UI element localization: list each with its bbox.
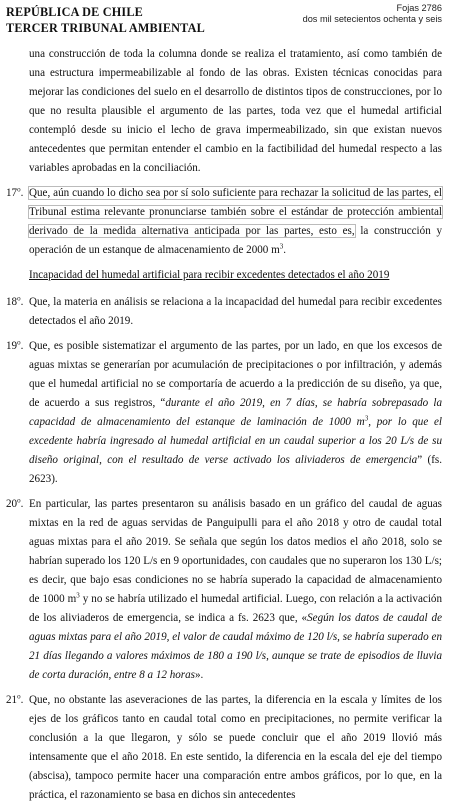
paragraph-number: 21$^o$. [6, 692, 24, 706]
continued-paragraph-text: una construcción de toda la columna donde se realiza el tratamiento, así como también de una estructura impermeabilizable al fondo de las obras. Existen técnicas conocidas para mejorar las condiciones del suelo en el desarrollo de distintos tipos de construcciones, por lo que no resulta plausible el argumento de las partes, toda vez que el humedal artificial contempló desde su inicio el lecho de grava impermeabilizado, sin que existan nuevos antecedentes que permitan entender el cambio en la factibilidad del humedal respecto a las variables aprobadas en la conciliación. [29, 48, 442, 174]
paragraph-text: Que, es posible sistematizar el argumento de las partes, por un lado, en que los excesos de aguas mixtas se generarían por acumulación de precipitaciones o por infiltración, y además que el humedal artificial no se comportaría de acuerdo a la predicción de su diseño, ya que, de acuerdo a sus registros, “ [29, 340, 442, 409]
superscript: 3 [279, 242, 284, 251]
paragraph-text: y no se habría utilizado el humedal artificial. Luego, con relación a la activación de los aliviaderos de emergencia, se indica a fs. 2623 que, « [29, 593, 442, 624]
superscript: 3 [364, 414, 369, 423]
paragraph-number: 17$^o$. [6, 185, 24, 199]
paragraph-text: Que, no obstante las aseveraciones de las partes, la diferencia en la escala y límites de los ejes de los gráficos tanto en caudal total como en precipitaciones, no permite verificar la conclusión a la que llegaron, y sólo se puede concluir que el año 2019 llovió más intensamente que el año 2018. En este sentido, la diferencia en la escala del eje del tiempo (abscisa), tampoco permite hacer una comparación entre ambos gráficos, por lo que, en la práctica, el razonamiento se basa en dichos sin antecedentes [29, 694, 442, 801]
header-court: TERCER TRIBUNAL AMBIENTAL [6, 21, 205, 35]
highlighted-text: Que, aún cuando lo dicho sea por sí solo suficiente para rechazar la solicitud de las partes, el Tribunal estima relevante pronunciarse también sobre el estándar de protección ambiental derivado de la medida alternativa anticipada por las partes, esto es, [29, 187, 442, 237]
document-body [0, 45, 450, 811]
section-heading: Incapacidad del humedal artificial para recibir excedentes detectados el año 2019 [29, 269, 390, 281]
paragraph-17: 17$^o$. Que, aún cuando lo dicho sea por sí solo suficiente para rechazar la solicitud de las partes, el Tribunal estima relevante pronunciarse también sobre el estándar de protección ambiental derivado de la medida alternativa anticipada por las partes, esto es, la construcción y operación de un estanque de almacenamiento de 2000 $m^3$. [6, 185, 442, 256]
superscript: 3 [76, 591, 80, 600]
paragraph-text: En particular, las partes presentaron su análisis basado en un gráfico del caudal de aguas mixtas en la red de aguas servidas de Panguipulli para el año 2018 y otro de caudal total aguas mixtas para el año 2019. Se señala que según los datos medios el año 2018, solo se habrían superado los 120 L/s en 9 oportunidades, con caudales que no superaron los 130 L/s; es decir, que bajo esas condiciones no se habría superado la capacidad de almacenamiento de 1000 m [29, 498, 442, 605]
quoted-text: Según los datos de caudal de aguas mixtas para el año 2019, el valor de caudal máximo de 120 l/s, se habría superado en 21 días llegando a valores máximos de 180 a 190 l/s, aunque se trate de episodios de lluvia de corta duración, entre 8 a 12 horas [29, 612, 442, 681]
folio-stamp [303, 3, 442, 25]
paragraph-18 [0, 293, 450, 331]
folio-number: Fojas 2786 [396, 3, 442, 13]
paragraph-20: 20$^o$. En particular, las partes presentaron su análisis basado en un gráfico del caudal de aguas mixtas en la red de aguas servidas de Panguipulli para el año 2018 y otro de caudal total aguas mixtas para el año 2019. Se señala que según los datos medios el año 2018, solo se habrían superado los 120 L/s en 9 oportunidades, con caudales que no superaron los 130 L/s; es decir, que bajo esas condiciones no se habría superado la capacidad de almacenamiento de 1000 $m^3$ y no se habría utilizado el humedal artificial. Luego, con relación a la activación de los aliviaderos de emergencia, se indica a fs. 2623 que, «Según los datos de caudal de aguas mixtas para el año 2019, el valor de caudal máximo de 120 l/s, se habría superado en 21 días llegando a valores máximos de 180 a 190 l/s, aunque se trate de episodios de lluvia de corta duración, entre 8 a 12 horas». [6, 496, 442, 681]
continued-paragraph [0, 45, 450, 178]
paragraph-number: 19$^o$. [6, 338, 24, 352]
paragraph-19: 19$^o$. Que, es posible sistematizar el argumento de las partes, por un lado, en que los excesos de aguas mixtas se generarían por acumulación de precipitaciones o por infiltración, y además que el humedal artificial no se comportaría de acuerdo a la predicción de su diseño, ya que, de acuerdo a sus registros, “durante el año 2019, en 7 días, se habría sobrepasado la capacidad de almacenamiento del estanque de laminación de 1000 $m^3$, por lo que el excedente habría ingresado al humedal artificial en un caudal superior a los 20 L/s de su diseño original, con el resultado de verse activado los aliviaderos de emergencia” (fs. 2623). [6, 338, 443, 485]
paragraph-number: 18$^o$. [6, 294, 24, 308]
paragraph-text: Que, la materia en análisis se relaciona a la incapacidad del humedal para recibir excedentes detectados el año 2019. [29, 296, 442, 327]
quoted-text: , por lo que el excedente habría ingresado al humedal artificial en un caudal superior a los 20 L/s de su diseño original, con el resultado de verse activado los aliviaderos de emergencia [29, 416, 442, 466]
document-header [6, 4, 205, 36]
header-country: REPÚBLICA DE CHILE [6, 5, 144, 19]
quoted-text: durante el año 2019, en 7 días, se habría sobrepasado la capacidad de almacenamiento del estanque de laminación de 1000 m [29, 397, 443, 428]
paragraph-21 [0, 691, 450, 805]
paragraph-number: 20$^o$. [6, 496, 24, 510]
folio-words: dos mil setecientos ochenta y seis [302, 14, 442, 24]
paragraph-text: la construcción y operación de un estanque de almacenamiento de 2000 m [29, 225, 442, 256]
